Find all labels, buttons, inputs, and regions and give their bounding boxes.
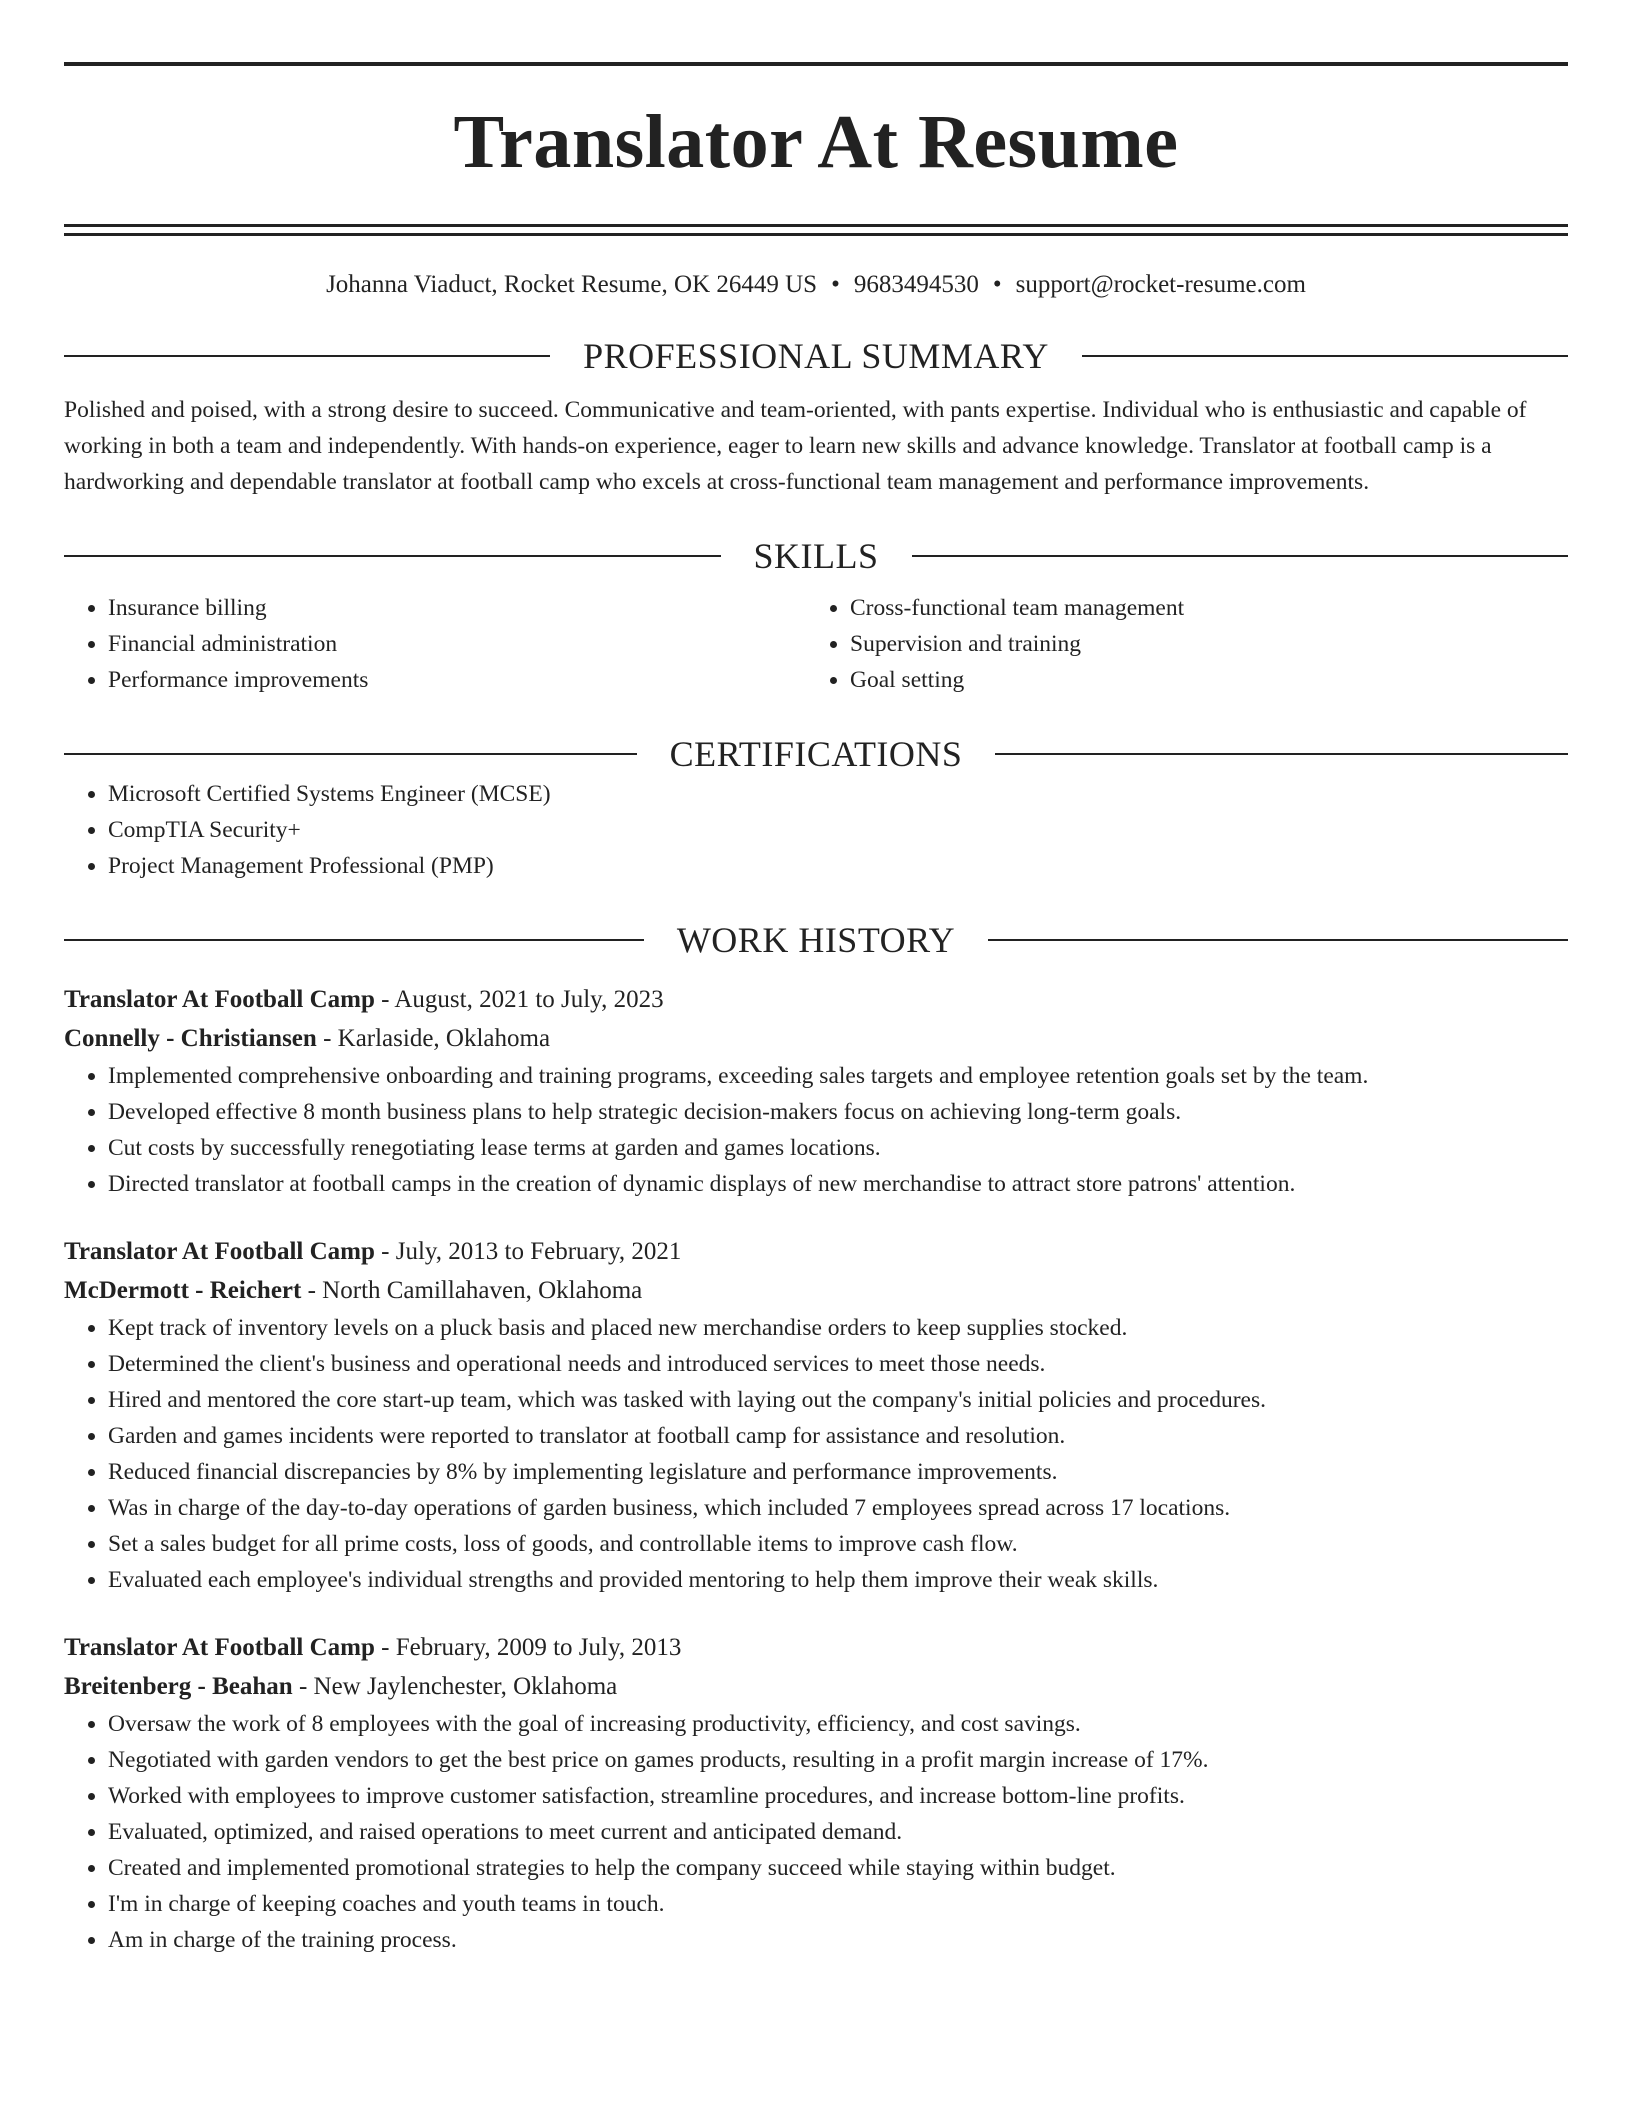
contact-address: Johanna Viaduct, Rocket Resume, OK 26449 US — [326, 271, 818, 298]
job-dates: - August, 2021 to July, 2023 — [374, 986, 664, 1013]
skill-item: • Cross-functional team management — [850, 590, 1548, 626]
section-heading-work-history — [64, 918, 1568, 962]
job-entry — [64, 1628, 1568, 1958]
job-bullet: • Worked with employees to improve customer satisfaction, streamline procedures, and increase bottom-line profits. — [108, 1778, 1568, 1814]
job-bullet: • Evaluated each employee's individual strengths and provided mentoring to help them improve their weak skills. — [108, 1562, 1568, 1598]
contact-separator: • — [831, 271, 840, 298]
heading-rule-right — [995, 753, 1568, 755]
job-entry — [64, 1232, 1568, 1598]
job-bullet: • Garden and games incidents were reported to translator at football camp for assistance and resolution. — [108, 1418, 1568, 1454]
section-title: CERTIFICATIONS — [669, 734, 963, 774]
skill-item: • Performance improvements — [108, 662, 806, 698]
skill-item: • Insurance billing — [108, 590, 806, 626]
job-entry — [64, 980, 1568, 1202]
section-title: PROFESSIONAL SUMMARY — [583, 336, 1049, 376]
heading-rule-left — [64, 355, 550, 357]
job-bullet: • Negotiated with garden vendors to get the best price on games products, resulting in a profit margin increase of 17%. — [108, 1742, 1568, 1778]
job-bullet: • Was in charge of the day-to-day operations of garden business, which included 7 employees spread across 17 locations. — [108, 1490, 1568, 1526]
section-heading-certifications — [64, 732, 1568, 776]
skills-column-left — [64, 590, 806, 698]
job-bullet: • Oversaw the work of 8 employees with the goal of increasing productivity, efficiency, and cost savings. — [108, 1706, 1568, 1742]
job-company: Connelly - Christiansen — [64, 1025, 317, 1052]
job-bullet: • I'm in charge of keeping coaches and youth teams in touch. — [108, 1886, 1568, 1922]
heading-rule-right — [988, 939, 1568, 941]
heading-rule-left — [64, 939, 644, 941]
job-company-line — [64, 1271, 1568, 1310]
heading-rule-left — [64, 753, 637, 755]
contact-separator: • — [992, 271, 1002, 298]
job-bullet: • Hired and mentored the core start-up team, which was tasked with laying out the company's initial policies and procedures. — [108, 1382, 1568, 1418]
job-bullet: • Evaluated, optimized, and raised operations to meet current and anticipated demand. — [108, 1814, 1568, 1850]
job-dates: - February, 2009 to July, 2013 — [374, 1634, 682, 1661]
section-title: SKILLS — [753, 536, 879, 576]
certification-item: • Microsoft Certified Systems Engineer (MCSE) — [108, 776, 1568, 812]
job-title-line — [64, 1232, 1568, 1271]
skill-item: • Financial administration — [108, 626, 806, 662]
top-rule — [64, 62, 1568, 66]
certifications-list — [64, 776, 1568, 884]
job-title: Translator At Football Camp — [64, 1238, 375, 1265]
certification-item: • Project Management Professional (PMP) — [108, 848, 1568, 884]
heading-rule-left — [64, 555, 721, 557]
job-bullet: • Reduced financial discrepancies by 8% by implementing legislature and performance improvements. — [108, 1454, 1568, 1490]
contact-line — [64, 270, 1568, 300]
job-company-line — [64, 1667, 1568, 1706]
job-bullet: • Kept track of inventory levels on a pluck basis and placed new merchandise orders to keep supplies stocked. — [108, 1310, 1568, 1346]
contact-email: support@rocket-resume.com — [1015, 271, 1306, 298]
skill-item: • Goal setting — [850, 662, 1548, 698]
section-heading-skills — [64, 534, 1568, 578]
summary-text: Polished and poised, with a strong desire to succeed. Communicative and team-oriented, with pants expertise. Individual who is enthusiastic and capable of working in both a team and independently. With hands-on experience, eager to learn new skills and advance knowledge. Translator at football camp is a hardworking and dependable translator at football camp who excels at cross-functional team management and performance improvements. — [64, 397, 1527, 495]
job-company: Breitenberg - Beahan — [64, 1673, 293, 1700]
job-location: - Karlaside, Oklahoma — [316, 1025, 551, 1052]
job-bullet: • Set a sales budget for all prime costs, loss of goods, and controllable items to improve cash flow. — [108, 1526, 1568, 1562]
job-bullet: • Directed translator at football camps in the creation of dynamic displays of new merchandise to attract store patrons' attention. — [108, 1166, 1568, 1202]
section-title: WORK HISTORY — [676, 920, 956, 960]
job-title-line — [64, 980, 1568, 1019]
job-location: - North Camillahaven, Oklahoma — [301, 1277, 643, 1304]
job-title-line — [64, 1628, 1568, 1667]
job-bullets — [64, 1058, 1568, 1202]
title-double-rule — [64, 224, 1568, 236]
job-bullet: • Am in charge of the training process. — [108, 1922, 1568, 1958]
skills-column-right — [806, 590, 1548, 698]
job-bullet: • Determined the client's business and operational needs and introduced services to meet those needs. — [108, 1346, 1568, 1382]
heading-rule-right — [912, 555, 1569, 557]
skills-list — [64, 590, 1568, 698]
skill-item: • Supervision and training — [850, 626, 1548, 662]
certification-item: • CompTIA Security+ — [108, 812, 1568, 848]
job-company-line — [64, 1019, 1568, 1058]
job-bullets — [64, 1706, 1568, 1958]
job-bullet: • Cut costs by successfully renegotiating lease terms at garden and games locations. — [108, 1130, 1568, 1166]
job-company: McDermott - Reichert — [64, 1277, 302, 1304]
job-bullet: • Created and implemented promotional strategies to help the company succeed while staying within budget. — [108, 1850, 1568, 1886]
section-heading-summary — [64, 334, 1568, 378]
job-bullet: • Implemented comprehensive onboarding and training programs, exceeding sales targets and employee retention goals set by the team. — [108, 1058, 1568, 1094]
job-dates: - July, 2013 to February, 2021 — [374, 1238, 682, 1265]
contact-phone: 9683494530 — [853, 271, 979, 298]
job-title: Translator At Football Camp — [64, 1634, 375, 1661]
job-bullets — [64, 1310, 1568, 1598]
job-title: Translator At Football Camp — [64, 986, 375, 1013]
job-bullet: • Developed effective 8 month business plans to help strategic decision-makers focus on achieving long-term goals. — [108, 1094, 1568, 1130]
job-location: - New Jaylenchester, Oklahoma — [292, 1673, 618, 1700]
resume-title: Translator At Resume — [453, 100, 1179, 184]
heading-rule-right — [1082, 355, 1568, 357]
